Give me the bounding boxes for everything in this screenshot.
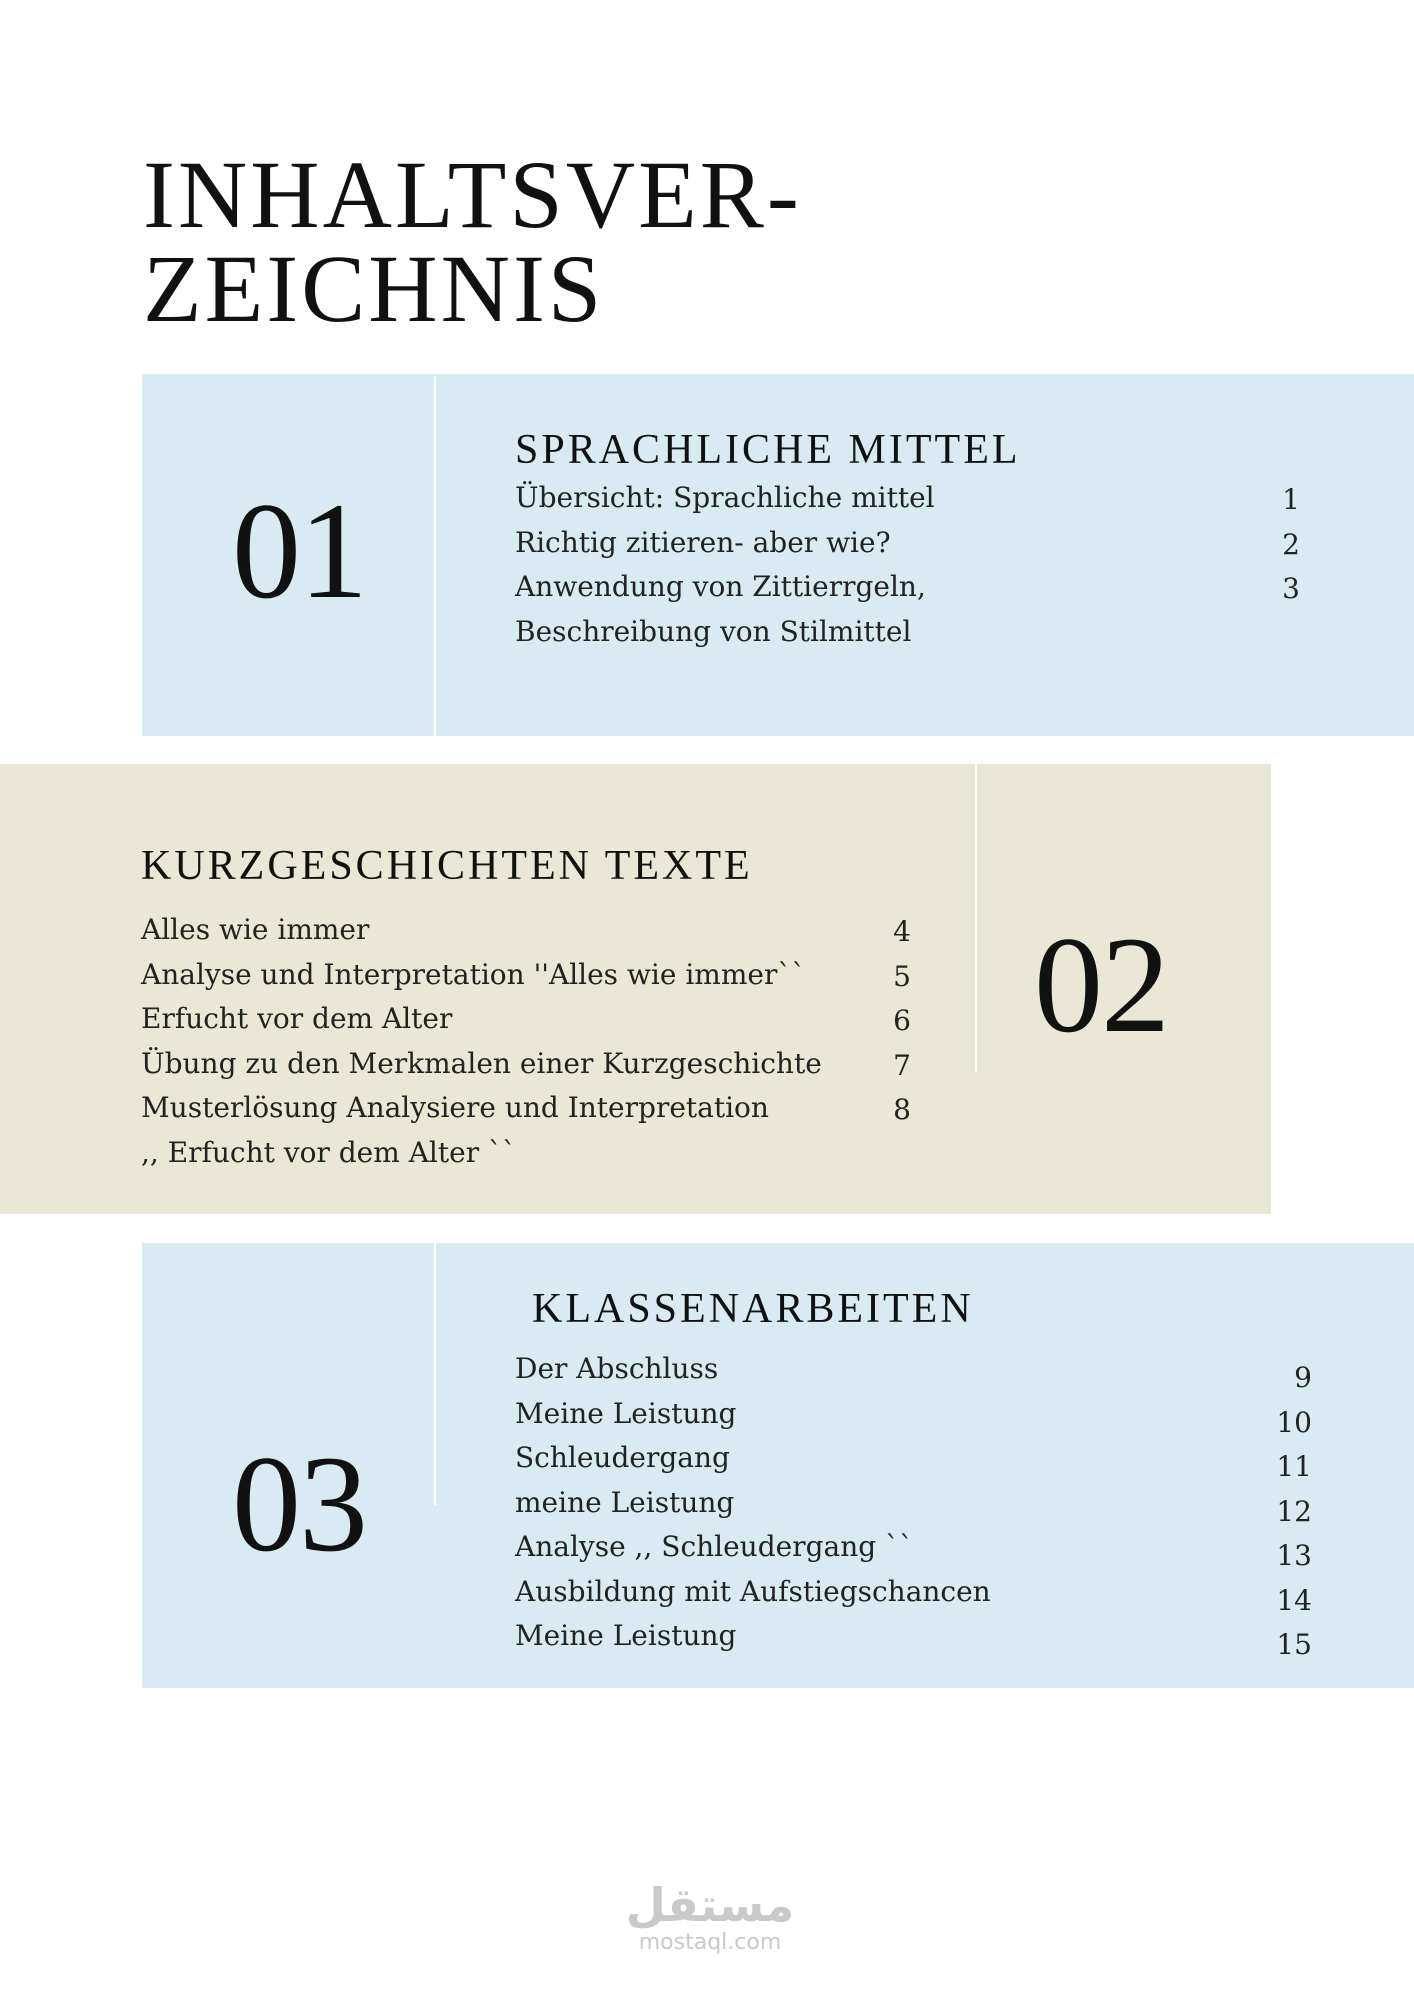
section-title: KLASSENARBEITEN (532, 1286, 974, 1332)
toc-entry[interactable] (515, 565, 1414, 610)
toc-entry-text: Musterlösung Analysiere und Interpretation (141, 1091, 769, 1124)
toc-list (515, 1347, 1414, 1659)
toc-entry-text: Erfucht vor dem Alter (141, 1002, 453, 1035)
toc-entry-text: Beschreibung von Stilmittel (515, 614, 912, 648)
section-number: 03 (232, 1427, 366, 1580)
toc-page-number: 13 (1276, 1539, 1312, 1572)
section-number: 01 (232, 474, 366, 627)
toc-entry[interactable] (141, 997, 941, 1042)
toc-entry-text: Analyse ,, Schleudergang `` (515, 1530, 914, 1563)
toc-entry[interactable] (515, 1481, 1414, 1526)
toc-page-number: 10 (1276, 1405, 1312, 1439)
toc-page-number: 14 (1276, 1583, 1312, 1617)
toc-entry-text: ,, Erfucht vor dem Alter `` (141, 1135, 516, 1169)
section-03-panel (142, 1243, 1414, 1688)
toc-page-number: 2 (1282, 527, 1300, 561)
section-divider (975, 764, 977, 1072)
toc-entry[interactable] (515, 1570, 1414, 1615)
toc-page-number: 6 (893, 1004, 911, 1037)
toc-entry[interactable] (515, 476, 1414, 521)
toc-entry-text: Übung zu den Merkmalen einer Kurzgeschichte (141, 1046, 822, 1080)
watermark-logo (620, 1880, 800, 1956)
toc-page-number: 8 (893, 1093, 911, 1126)
toc-entry[interactable] (141, 1042, 941, 1087)
toc-entry[interactable] (141, 953, 941, 998)
section-title: KURZGESCHICHTEN TEXTE (141, 843, 753, 889)
toc-page-number: 1 (1282, 483, 1300, 516)
section-title: SPRACHLICHE MITTEL (515, 427, 1021, 473)
toc-entry-text: Meine Leistung (515, 1619, 737, 1652)
watermark-latin: mostaql.com (638, 1930, 782, 1955)
page-title (143, 141, 802, 342)
toc-entry[interactable] (141, 1131, 941, 1176)
page-title-line-1: INHALTSVER- (143, 141, 802, 248)
section-divider (434, 1243, 436, 1505)
toc-page-number: 12 (1276, 1494, 1312, 1528)
toc-entry-text: Richtig zitieren- aber wie? (515, 525, 891, 559)
toc-entry[interactable] (515, 1614, 1414, 1659)
toc-entry[interactable] (141, 908, 941, 953)
toc-page-number: 15 (1276, 1628, 1312, 1661)
toc-entry-text: Der Abschluss (515, 1352, 719, 1385)
toc-list (515, 476, 1414, 654)
toc-entry[interactable] (515, 610, 1414, 655)
section-01-panel (142, 374, 1414, 736)
toc-entry-text: Schleudergang (515, 1441, 730, 1474)
section-number: 02 (1034, 908, 1168, 1061)
toc-page-number: 4 (893, 915, 911, 948)
toc-page-number: 7 (893, 1048, 911, 1082)
toc-entry[interactable] (515, 1392, 1414, 1437)
toc-entry[interactable] (515, 1347, 1414, 1392)
toc-entry-text: Meine Leistung (515, 1396, 737, 1430)
toc-page-number: 11 (1276, 1450, 1312, 1483)
toc-page-number: 5 (893, 959, 911, 993)
toc-entry-text: Alles wie immer (141, 913, 370, 946)
watermark-arabic: مستقل (625, 1878, 795, 1932)
toc-entry[interactable] (515, 521, 1414, 566)
section-divider (434, 376, 436, 736)
toc-entry[interactable] (141, 1086, 941, 1131)
toc-entry-text: meine Leistung (515, 1485, 735, 1519)
toc-entry[interactable] (515, 1436, 1414, 1481)
toc-entry-text: Übersicht: Sprachliche mittel (515, 481, 935, 514)
toc-page-number: 9 (1294, 1361, 1312, 1394)
section-02-panel (0, 764, 1271, 1214)
toc-list (141, 908, 941, 1175)
page-title-line-2: ZEICHNIS (143, 235, 605, 342)
toc-page-number: 3 (1282, 572, 1300, 605)
toc-entry-text: Analyse und Interpretation ''Alles wie immer`` (141, 957, 806, 991)
toc-entry-text: Ausbildung mit Aufstiegschancen (515, 1574, 991, 1608)
toc-entry-text: Anwendung von Zittierrgeln, (515, 570, 926, 603)
toc-entry[interactable] (515, 1525, 1414, 1570)
